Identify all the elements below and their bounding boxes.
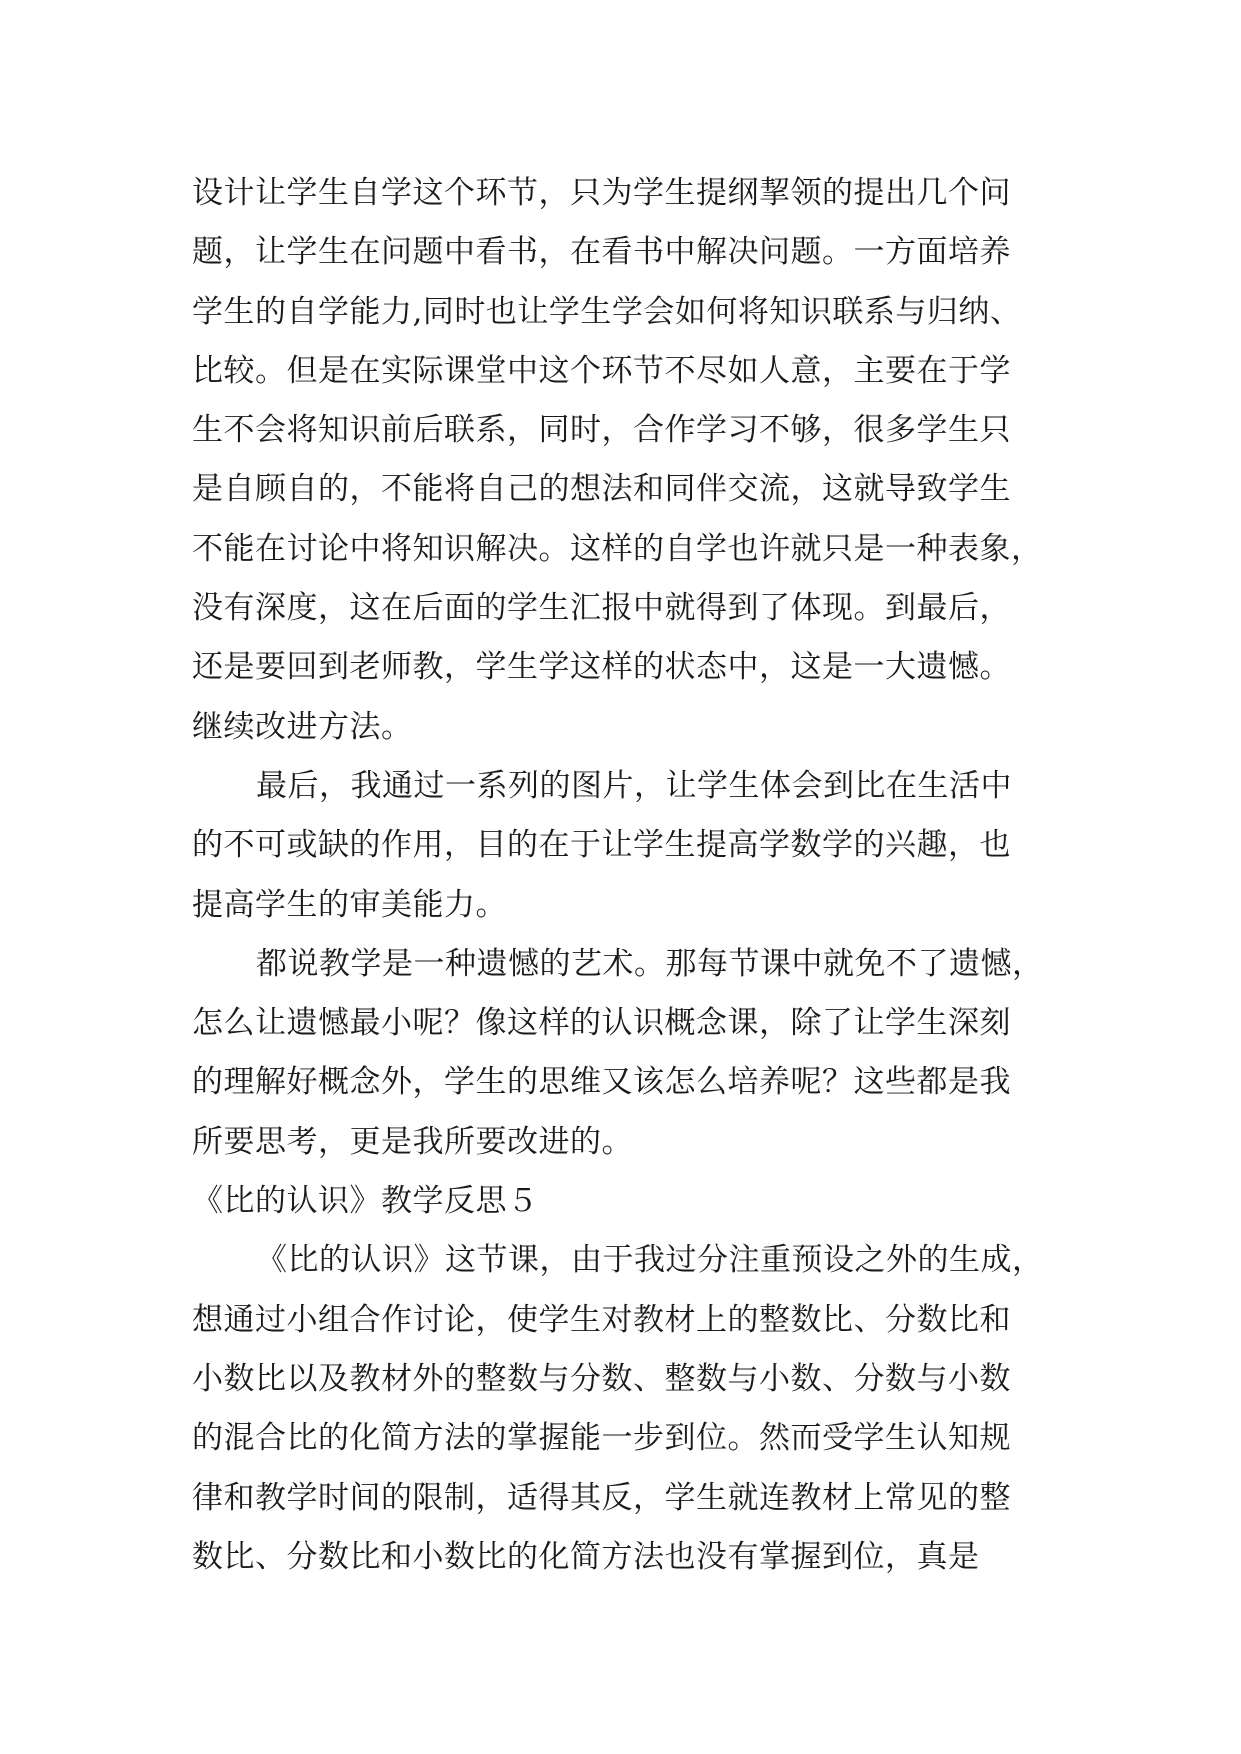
paragraph-first-line: 《比的认识》这节课，由于我过分注重预设之外的生成， xyxy=(256,1242,1044,1279)
text-line: 怎么让遗憾最小呢？像这样的认识概念课，除了让学生深刻 xyxy=(192,1005,1011,1042)
text-line: 学生的自学能力,同时也让学生学会如何将知识联系与归纳、 xyxy=(192,293,1022,330)
text-line: 题，让学生在问题中看书，在看书中解决问题。一方面培养 xyxy=(192,234,1011,271)
text-line: 数比、分数比和小数比的化简方法也没有掌握到位，真是 xyxy=(192,1538,980,1575)
text-line: 提高学生的审美能力。 xyxy=(192,886,507,923)
section-heading: 《比的认识》教学反思５ xyxy=(192,1183,539,1220)
text-line: 小数比以及教材外的整数与分数、整数与小数、分数与小数 xyxy=(192,1360,1011,1397)
text-line: 的不可或缺的作用，目的在于让学生提高学数学的兴趣，也 xyxy=(192,827,1011,864)
text-line: 的理解好概念外，学生的思维又该怎么培养呢？这些都是我 xyxy=(192,1064,1011,1101)
paragraph-first-line: 都说教学是一种遗憾的艺术。那每节课中就免不了遗憾， xyxy=(256,945,1044,982)
text-line: 还是要回到老师教，学生学这样的状态中，这是一大遗憾。 xyxy=(192,649,1011,686)
document-body xyxy=(192,164,1052,1587)
text-line: 生不会将知识前后联系，同时，合作学习不够，很多学生只 xyxy=(192,412,1011,449)
text-line: 所要思考，更是我所要改进的。 xyxy=(192,1123,633,1160)
paragraph-first-line: 最后，我通过一系列的图片，让学生体会到比在生活中 xyxy=(256,767,1012,804)
text-line: 律和教学时间的限制，适得其反，学生就连教材上常见的整 xyxy=(192,1479,1011,1516)
text-line: 继续改进方法。 xyxy=(192,708,413,745)
text-line: 的混合比的化简方法的掌握能一步到位。然而受学生认知规 xyxy=(192,1420,1011,1457)
text-line: 没有深度，这在后面的学生汇报中就得到了体现。到最后， xyxy=(192,590,1011,627)
text-line: 想通过小组合作讨论，使学生对教材上的整数比、分数比和 xyxy=(192,1301,1011,1338)
text-line: 设计让学生自学这个环节，只为学生提纲挈领的提出几个问 xyxy=(192,175,1011,211)
text-line: 是自顾自的，不能将自己的想法和同伴交流，这就导致学生 xyxy=(192,471,1011,508)
text-line: 不能在讨论中将知识解决。这样的自学也许就只是一种表象， xyxy=(192,530,1043,567)
text-line: 比较。但是在实际课堂中这个环节不尽如人意，主要在于学 xyxy=(192,352,1011,389)
